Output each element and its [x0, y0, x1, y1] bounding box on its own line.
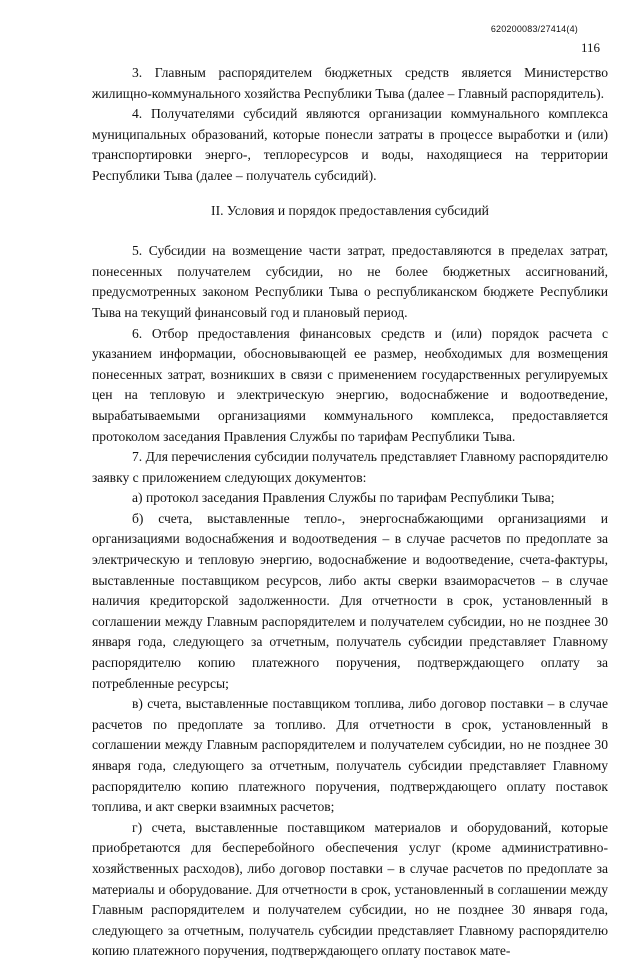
subitem-a: а) протокол заседания Правления Службы по тарифам Республики Тыва;: [132, 490, 555, 506]
subitem-g: г) счета, выставленные поставщиком материалов и оборудований, которые приобретаются для бесперебойного обеспечения услуг (кроме административно-хозяйственных расходов), либо договор поставки – в случае расчетов по предоплате за материалы и оборудование. Для отчетности в срок, установленный в соглашении между Главным распорядителем и получателем субсидии, но не позднее 30 января года, следующего за отчетным, получатель субсидии представляет Главному распорядителю копию платежного поручения, подтверждающего оплату поставок мате-: [92, 819, 608, 959]
section-title: II. Условия и порядок предоставления субсидий: [211, 202, 489, 218]
paragraph-6: 6. Отбор предоставления финансовых средств и (или) порядок расчета с указанием информации, обосновывающей ее размер, необходимых для возмещения понесенных затрат, возникших в связи с применением государственных регулируемых цен на тепловую и электрическую энергию, водоснабжение и водоотведение, вырабатываемыми организациями коммунального комплекса, предоставляется протоколом заседания Правления Службы по тарифам Республики Тыва.: [92, 325, 608, 444]
paragraph-4: 4. Получателями субсидий являются организации коммунального комплекса муниципальных образований, которые понесли затраты в процессе выработки и (или) транспортировки энерго-, теплоресурсов и воды, находящиеся на территории Республики Тыва (далее – получатель субсидий).: [92, 106, 608, 183]
paragraph-5: 5. Субсидии на возмещение части затрат, предоставляются в пределах затрат, понесенных получателем субсидии, но не более бюджетных ассигнований, предусмотренных законом Республики Тыва о республиканском бюджете Республики Тыва на текущий финансовый год и плановый период.: [92, 243, 608, 320]
paragraph-7: 7. Для перечисления субсидии получатель представляет Главному распорядителю заявку с приложением следующих документов:: [92, 449, 608, 485]
paragraph-3: 3. Главным распорядителем бюджетных средств является Министерство жилищно-коммунального хозяйства Республики Тыва (далее – Главный распорядитель).: [92, 65, 608, 101]
document-body: [92, 63, 608, 962]
document-id: 620200083/27414(4): [490, 24, 578, 34]
subitem-b: б) счета, выставленные тепло-, энергоснабжающими организациями и организациями водоснабжения и водоотведения – в случае расчетов по предоплате за электрическую и тепловую энергию, водоснабжение и водоотведение, счета-фактуры, выставленные поставщиком ресурсов, либо акты сверки взаиморасчетов – в случае наличия кредиторской задолженности. Для отчетности в срок, установленный в соглашении между Главным распорядителем и получателем субсидии, но не позднее 30 января года, следующего за отчетным, получатель субсидии представляет Главному распорядителю копию платежного поручения, подтверждающего оплату за потребленные ресурсы;: [92, 510, 608, 691]
subitem-v: в) счета, выставленные поставщиком топлива, либо договор поставки – в случае расчетов по предоплате за топливо. Для отчетности в срок, установленный в соглашении между Главным распорядителем и получателем субсидии, но не позднее 30 января года, следующего за отчетным, получатель субсидии представляет Главному распорядителю копию платежного поручения, подтверждающего оплату поставок топлива, и акт сверки взаимных расчетов;: [92, 696, 608, 815]
page-number: 116: [580, 40, 600, 55]
